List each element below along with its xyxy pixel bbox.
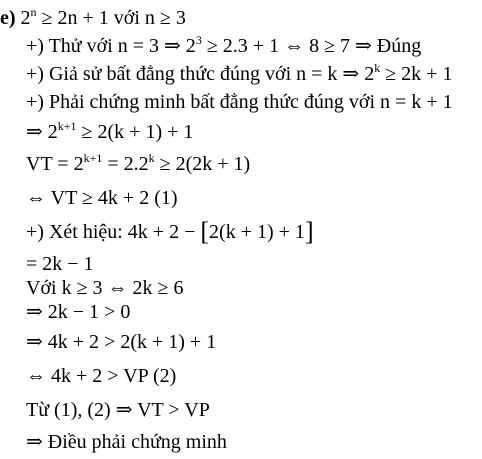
superscript: k	[374, 61, 381, 75]
text: +) Giả sử bất đẳng thức đúng với n = k ⇒ 2	[26, 63, 375, 85]
text: ⇔ VT ≥ 4k + 2 (1)	[26, 187, 178, 209]
superscript: k+1	[83, 151, 103, 165]
line-10	[26, 276, 184, 300]
superscript: 3	[195, 33, 202, 47]
superscript: n	[30, 5, 37, 19]
text: ≥ 2k + 1	[380, 63, 453, 85]
text: Từ (1), (2) ⇒ VT > VP	[26, 399, 210, 421]
text: +) Thử với n = 3 ⇒ 2	[26, 35, 196, 57]
text: Với k ≥ 3 ⇔ 2k ≥ 6	[26, 277, 184, 299]
part-label: e)	[0, 7, 16, 29]
text: ⇔ 4k + 2 > VP (2)	[26, 365, 177, 387]
line-14-conclusion	[26, 398, 210, 422]
text: ⇒ Điều phải chứng minh	[26, 431, 227, 453]
line-8-difference	[26, 217, 314, 246]
line-4-to-prove	[26, 90, 453, 114]
line-5-implication	[26, 120, 193, 144]
line-13-result-2	[26, 364, 176, 388]
left-bracket: [	[200, 217, 210, 246]
line-7-result-1	[26, 186, 178, 210]
right-bracket: ]	[304, 217, 314, 246]
line-12	[26, 330, 216, 354]
text: 2	[20, 7, 31, 29]
line-1-statement	[0, 6, 186, 30]
text: ⇒ 2	[26, 121, 58, 143]
text: +) Phải chứng minh bất đẳng thức đúng với n = k + 1	[26, 91, 453, 113]
text: ⇒ 4k + 2 > 2(k + 1) + 1	[26, 331, 217, 353]
line-11	[26, 300, 130, 324]
text: 2(k + 1) + 1	[209, 221, 305, 243]
text: = 2.2	[102, 153, 149, 175]
line-2-test	[26, 34, 421, 58]
text: ⇒ 2k − 1 > 0	[26, 301, 131, 323]
line-15-qed	[26, 430, 227, 454]
text: ≥ 2(k + 1) + 1	[76, 121, 194, 143]
text: ≥ 2(2k + 1)	[154, 153, 251, 175]
line-6-vt	[26, 152, 250, 176]
text: VT = 2	[26, 153, 84, 175]
text: ≥ 2n + 1 với n ≥ 3	[36, 7, 186, 29]
line-3-assume	[26, 62, 452, 86]
superscript: k+1	[57, 119, 77, 133]
superscript: k	[148, 151, 155, 165]
text: = 2k − 1	[26, 253, 94, 275]
text: +) Xét hiệu: 4k + 2 −	[26, 221, 201, 243]
line-9	[26, 252, 94, 276]
text: ≥ 2.3 + 1 ⇔ 8 ≥ 7 ⇒ Đúng	[201, 35, 422, 57]
